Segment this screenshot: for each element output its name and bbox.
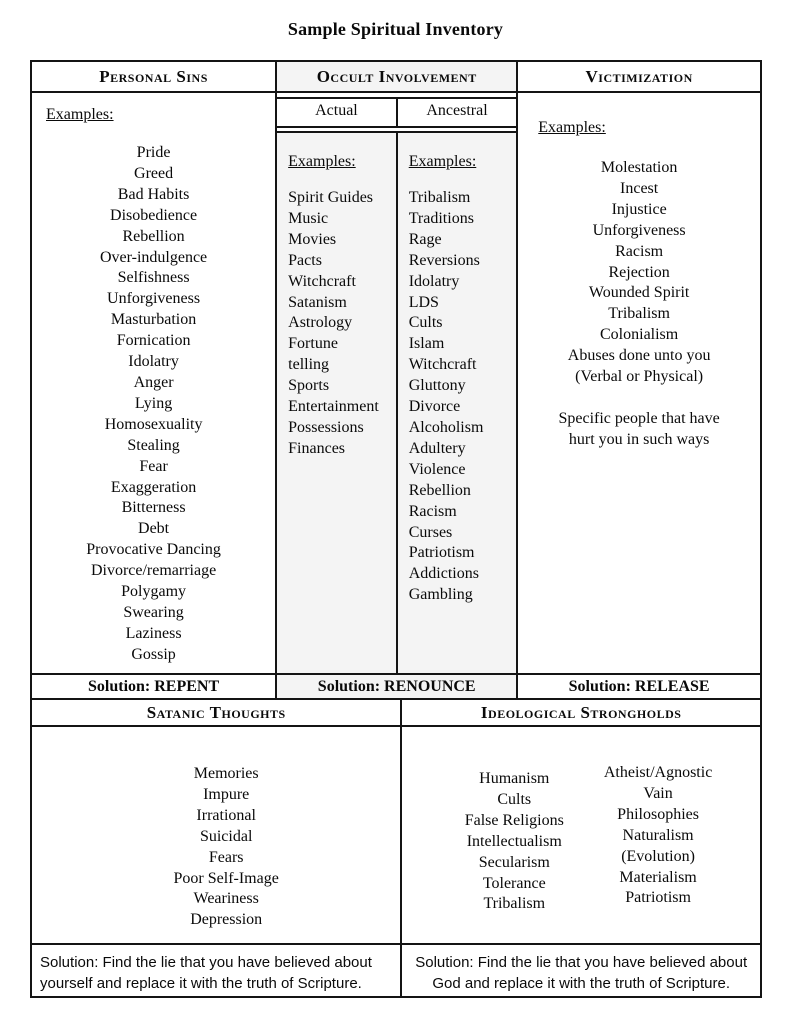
personal-sins-examples-label: Examples:: [46, 106, 114, 123]
subheader-actual: Actual: [315, 102, 358, 119]
personal-sin-item: Fornication: [116, 332, 191, 350]
victimization-examples-label: Examples:: [538, 119, 606, 136]
personal-sin-item: Anger: [133, 373, 174, 391]
victimization-item: Tribalism: [608, 305, 670, 323]
ancestral-occult-item: Tribalism: [408, 189, 471, 206]
top-header-row: [32, 62, 760, 91]
actual-occult-item: Astrology: [288, 314, 353, 332]
ideological-list-right: [586, 727, 730, 915]
header-victimization: Victimization: [585, 66, 693, 86]
actual-occult-item: telling: [288, 356, 330, 374]
victimization-item: Injustice: [611, 200, 667, 218]
personal-sin-item: Disobedience: [110, 206, 198, 224]
occult-body: [277, 131, 516, 673]
page-title: Sample Spiritual Inventory: [287, 19, 504, 39]
personal-sin-item: Selfishness: [117, 269, 190, 287]
ideological-item: Tribalism: [483, 895, 546, 913]
ancestral-occult-item: Curses: [408, 523, 453, 541]
ancestral-occult-item: Cults: [408, 314, 443, 332]
ideological-item: Intellectualism: [466, 832, 562, 850]
ancestral-list-cell: [396, 133, 517, 673]
personal-sins-cell: [32, 93, 275, 673]
actual-examples-label: Examples:: [288, 153, 356, 170]
ancestral-occult-item: LDS: [408, 293, 439, 311]
ideological-item: Secularism: [478, 853, 550, 871]
subheader-ancestral: Ancestral: [396, 99, 517, 126]
ideological-item: (Evolution): [621, 847, 695, 865]
personal-sin-item: Bad Habits: [117, 185, 190, 203]
personal-sin-item: Unforgiveness: [107, 290, 201, 308]
personal-sins-list: [32, 143, 275, 666]
personal-sin-item: Polygamy: [121, 583, 187, 601]
ideological-item: Vain: [643, 784, 673, 802]
ancestral-occult-item: Traditions: [408, 209, 474, 227]
victimization-item: Racism: [615, 242, 664, 260]
satanic-thoughts-list: [52, 764, 400, 931]
ancestral-occult-item: Patriotism: [408, 544, 475, 562]
bottom-body-row: [32, 725, 760, 943]
solution-release: Solution: RELEASE: [568, 677, 710, 695]
personal-sin-item: Swearing: [123, 603, 184, 621]
header-personal-sins: Personal Sins: [99, 66, 208, 86]
victimization-list: [518, 158, 760, 388]
ideological-list-left: [442, 727, 586, 915]
ancestral-occult-item: Rage: [408, 230, 442, 248]
solution-ideological-strongholds-text: Solution: Find the lie that you have believed about God and replace it with the truth of Scripture.: [415, 954, 748, 992]
personal-sin-item: Bitterness: [121, 499, 186, 517]
ancestral-list: [409, 188, 513, 606]
victimization-note: Specific people that have hurt you in such ways: [558, 409, 720, 448]
victimization-item: Colonialism: [600, 326, 679, 344]
header-occult-involvement: Occult Involvement: [275, 62, 518, 91]
ideological-item: Philosophies: [617, 805, 699, 823]
satanic-thought-item: Poor Self-Image: [173, 869, 279, 887]
occult-cell: [275, 93, 518, 673]
actual-occult-item: Possessions: [288, 418, 364, 436]
personal-sin-item: Lying: [134, 394, 173, 412]
ancestral-occult-item: Racism: [408, 502, 457, 520]
ancestral-occult-item: Gambling: [408, 586, 473, 604]
victimization-item: (Verbal or Physical): [575, 368, 704, 386]
actual-occult-item: Fortune: [288, 335, 338, 353]
ideological-item: Tolerance: [482, 874, 546, 892]
solution-satanic-thoughts: [32, 945, 400, 996]
ancestral-occult-item: Rebellion: [408, 481, 471, 499]
occult-subheader-row: [277, 97, 516, 128]
top-solution-row: [32, 673, 760, 698]
top-body-row: [32, 91, 760, 673]
satanic-thoughts-cell: [32, 727, 400, 943]
actual-occult-item: Entertainment: [288, 398, 379, 416]
bottom-solution-row: [32, 943, 760, 996]
ancestral-occult-item: Violence: [408, 460, 466, 478]
actual-occult-item: Pacts: [288, 251, 322, 269]
actual-occult-item: Music: [288, 209, 329, 227]
victimization-item: Unforgiveness: [592, 221, 686, 239]
personal-sin-item: Masturbation: [110, 311, 197, 329]
ideological-item: Naturalism: [622, 826, 694, 844]
personal-sin-item: Gossip: [131, 645, 176, 663]
ideological-item: Humanism: [479, 770, 550, 787]
satanic-thought-item: Impure: [203, 785, 250, 803]
victimization-item: Incest: [620, 179, 659, 197]
satanic-thought-item: Depression: [190, 911, 263, 929]
personal-sin-item: Homosexuality: [104, 415, 203, 433]
ancestral-occult-item: Idolatry: [408, 272, 460, 290]
actual-occult-item: Finances: [288, 439, 346, 457]
victimization-item: Molestation: [600, 159, 678, 176]
ancestral-occult-item: Witchcraft: [408, 356, 477, 374]
actual-occult-item: Sports: [288, 377, 330, 395]
satanic-thought-item: Fears: [208, 848, 244, 866]
satanic-thought-item: Memories: [193, 765, 259, 782]
inventory-table: [30, 60, 762, 998]
ancestral-occult-item: Adultery: [408, 439, 466, 457]
ancestral-occult-item: Divorce: [408, 398, 461, 416]
satanic-thought-item: Weariness: [193, 890, 259, 908]
personal-sin-item: Greed: [134, 164, 174, 182]
ideological-columns: [402, 727, 760, 915]
actual-occult-item: Satanism: [288, 293, 347, 311]
satanic-thought-item: Suicidal: [199, 827, 253, 845]
personal-sin-item: Exaggeration: [110, 478, 197, 496]
ideological-item: Atheist/Agnostic: [603, 764, 713, 781]
personal-sin-item: Idolatry: [128, 353, 179, 371]
ancestral-occult-item: Alcoholism: [408, 418, 484, 436]
solution-ideological-strongholds: [400, 945, 760, 996]
solution-satanic-thoughts-text: Solution: Find the lie that you have believed about yourself and replace it with the truth of Scripture.: [40, 954, 372, 992]
header-satanic-thoughts: Satanic Thoughts: [146, 702, 286, 722]
actual-occult-item: Witchcraft: [288, 272, 356, 290]
victimization-cell: [518, 93, 760, 673]
personal-sin-item: Pride: [136, 144, 171, 161]
actual-occult-item: Spirit Guides: [288, 189, 374, 206]
personal-sin-item: Over-indulgence: [99, 248, 208, 266]
personal-sin-item: Stealing: [127, 436, 180, 454]
actual-list: [288, 188, 392, 460]
actual-occult-item: Movies: [288, 230, 337, 248]
victimization-item: Abuses done unto you: [567, 347, 711, 365]
ancestral-occult-item: Islam: [408, 335, 445, 353]
ancestral-occult-item: Addictions: [408, 565, 479, 583]
personal-sin-item: Fear: [139, 457, 168, 475]
ancestral-examples-label: Examples:: [408, 153, 477, 170]
personal-sin-item: Debt: [138, 520, 170, 538]
solution-repent: Solution: REPENT: [88, 677, 220, 695]
ideological-item: False Religions: [464, 811, 564, 829]
ideological-item: Patriotism: [625, 889, 691, 907]
ancestral-occult-item: Gluttony: [408, 377, 466, 395]
personal-sin-item: Divorce/remarriage: [90, 562, 217, 580]
actual-list-cell: [277, 133, 396, 673]
personal-sin-item: Provocative Dancing: [86, 541, 221, 559]
personal-sin-item: Rebellion: [122, 227, 185, 245]
solution-renounce: Solution: RENOUNCE: [275, 675, 518, 698]
satanic-thought-item: Irrational: [196, 806, 256, 824]
header-ideological-strongholds: Ideological Strongholds: [400, 700, 760, 725]
ideological-strongholds-cell: [400, 727, 760, 943]
victimization-item: Rejection: [608, 263, 670, 281]
personal-sin-item: Laziness: [125, 624, 182, 642]
ancestral-occult-item: Reversions: [408, 251, 480, 269]
ideological-item: Cults: [497, 790, 532, 808]
ideological-item: Materialism: [619, 868, 697, 886]
bottom-header-row: [32, 698, 760, 725]
victimization-item: Wounded Spirit: [588, 284, 690, 302]
